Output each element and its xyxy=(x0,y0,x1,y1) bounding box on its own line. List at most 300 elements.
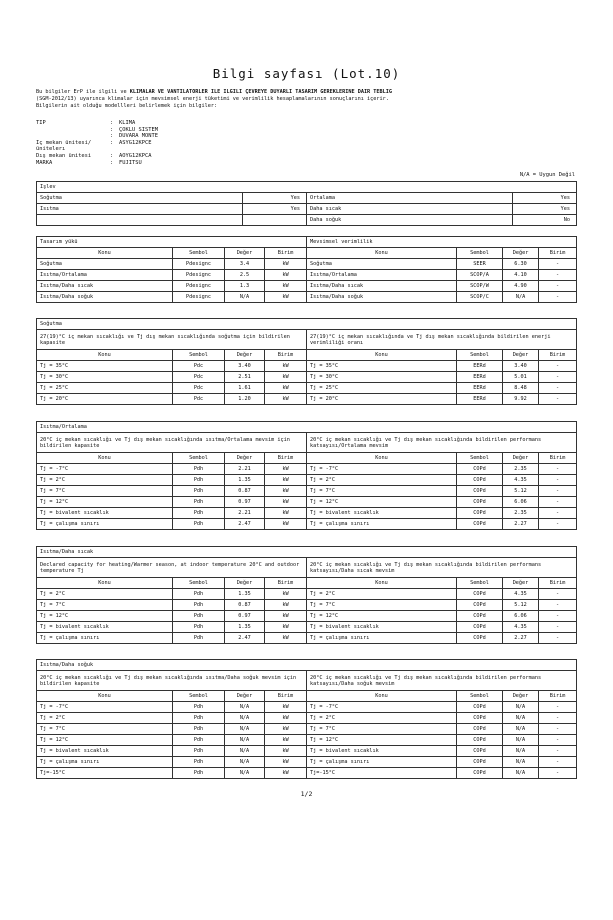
table-row xyxy=(37,600,577,611)
table-cell: - xyxy=(539,464,577,475)
column-header: Konu xyxy=(307,691,457,702)
column-header: Sembol xyxy=(173,578,225,589)
table-cell: - xyxy=(539,746,577,757)
intro-line3: Bilgilerin ait olduğu modellleri belirlemek için bilgiler: xyxy=(36,102,218,109)
table-cell: 1.61 xyxy=(225,383,265,394)
table-cell: Pdh xyxy=(173,611,225,622)
section-heading-row xyxy=(37,422,577,433)
table-cell: Soğutma xyxy=(307,259,457,270)
section-heading: Isıtma/Ortalama xyxy=(37,422,577,433)
table-cell: 6.06 xyxy=(503,497,539,508)
table-cell: Tj=-15°C xyxy=(307,768,457,779)
column-header: Sembol xyxy=(457,453,503,464)
table-cell: COPd xyxy=(457,633,503,644)
table-cell: Tj = 30°C xyxy=(307,372,457,383)
column-header: Değer xyxy=(225,691,265,702)
table-cell: - xyxy=(539,508,577,519)
table-cell: N/A xyxy=(503,702,539,713)
table-cell: 2.35 xyxy=(503,508,539,519)
column-header: Değer xyxy=(503,691,539,702)
table-row xyxy=(37,270,577,281)
dahasoguk-section xyxy=(36,659,576,779)
table-row xyxy=(37,768,577,779)
table-cell: Tj = bivalent sıcaklık xyxy=(307,508,457,519)
table-cell: kW xyxy=(265,768,307,779)
islev-cell: Daha sıcak xyxy=(307,204,513,215)
table-cell: 0.87 xyxy=(225,486,265,497)
meta-colon: : xyxy=(110,133,114,140)
page-number: 1/2 xyxy=(300,790,313,798)
table-cell: Isıtma/Daha sıcak xyxy=(307,281,457,292)
column-header: Birim xyxy=(539,578,577,589)
meta-row xyxy=(36,127,158,134)
table-cell: Tj = 12°C xyxy=(37,611,173,622)
column-header: Değer xyxy=(225,248,265,259)
table-cell: Pdh xyxy=(173,622,225,633)
column-header: Konu xyxy=(307,248,457,259)
table-cell: 2.47 xyxy=(225,633,265,644)
table-row xyxy=(37,713,577,724)
table-cell: kW xyxy=(265,361,307,372)
mevsimsel-heading: Mevsimsel verimlilik xyxy=(307,237,577,248)
table-cell: kW xyxy=(265,394,307,405)
table-cell: Pdh xyxy=(173,713,225,724)
table-cell: N/A xyxy=(225,757,265,768)
table-cell: kW xyxy=(265,292,307,303)
islev-cell: Daha soğuk xyxy=(307,215,513,226)
left-description: 20°C iç mekan sıcaklığı ve Tj dış mekan sıcaklığında ısıtma/Ortalama mevsim için bildirilen kapasite xyxy=(37,433,307,453)
table-cell: 1.35 xyxy=(225,475,265,486)
table-cell: Tj = bivalent sıcaklık xyxy=(307,746,457,757)
table-cell: 4.35 xyxy=(503,589,539,600)
table-cell: Tj = 30°C xyxy=(37,372,173,383)
table-cell: - xyxy=(539,281,577,292)
intro-line2: (SGM-2012/13) uyarınca klimalar için mevsimsel enerji tüketimi ve verimlilik hesaplamalarının sonuçlarını içerir. xyxy=(36,95,389,102)
table-cell: Tj = 7°C xyxy=(37,600,173,611)
table-cell: kW xyxy=(265,281,307,292)
column-header-row xyxy=(37,578,577,589)
table-cell: kW xyxy=(265,633,307,644)
table-cell: 2.21 xyxy=(225,508,265,519)
tasarim-header-row xyxy=(37,248,577,259)
table-cell: SCOP/A xyxy=(457,270,503,281)
table-cell: 6.30 xyxy=(503,259,539,270)
table-cell: Tj = çalışma sınırı xyxy=(37,633,173,644)
table-row xyxy=(37,372,577,383)
table-cell: - xyxy=(539,600,577,611)
islev-row xyxy=(37,215,577,226)
meta-colon: : xyxy=(110,139,114,146)
table-cell: Tj = bivalent sıcaklık xyxy=(37,508,173,519)
table-row xyxy=(37,519,577,530)
table-cell: 0.87 xyxy=(225,600,265,611)
islev-cell: Isıtma xyxy=(37,204,243,215)
table-cell: Pdh xyxy=(173,475,225,486)
table-cell: 8.48 xyxy=(503,383,539,394)
table-cell: Pdc xyxy=(173,361,225,372)
table-cell: kW xyxy=(265,519,307,530)
table-cell: Tj = 12°C xyxy=(37,497,173,508)
table-cell: 5.12 xyxy=(503,486,539,497)
table-cell: Isıtma/Ortalama xyxy=(37,270,173,281)
table-row xyxy=(37,702,577,713)
na-note: N/A = Uygun Değil xyxy=(519,172,575,178)
table-cell: COPd xyxy=(457,622,503,633)
table-cell: Tj = 2°C xyxy=(307,589,457,600)
table-cell: Tj = 12°C xyxy=(307,611,457,622)
meta-key xyxy=(36,127,110,134)
table-cell: - xyxy=(539,702,577,713)
table-cell: kW xyxy=(265,508,307,519)
table-cell: Pdh xyxy=(173,508,225,519)
table-cell: Pdh xyxy=(173,746,225,757)
meta-key: TIP xyxy=(36,120,46,126)
table-cell: COPd xyxy=(457,464,503,475)
table-cell: COPd xyxy=(457,768,503,779)
column-header: Değer xyxy=(503,578,539,589)
column-header: Birim xyxy=(265,350,307,361)
table-cell: kW xyxy=(265,735,307,746)
table-cell: Tj = çalışma sınırı xyxy=(307,757,457,768)
column-header-row xyxy=(37,691,577,702)
table-cell: Soğutma xyxy=(37,259,173,270)
section-heading-row xyxy=(37,319,577,330)
column-header: Konu xyxy=(37,248,173,259)
table-cell: Tj = çalışma sınırı xyxy=(37,757,173,768)
table-cell: COPd xyxy=(457,735,503,746)
meta-value: ÇOKLU SISTEM xyxy=(119,126,158,133)
intro-text xyxy=(36,89,576,109)
table-cell: Pdh xyxy=(173,486,225,497)
table-cell: 3.4 xyxy=(225,259,265,270)
table-cell: kW xyxy=(265,746,307,757)
islev-cell xyxy=(37,215,243,226)
table-cell: kW xyxy=(265,713,307,724)
table-cell: - xyxy=(539,633,577,644)
table-cell: Tj=-15°C xyxy=(37,768,173,779)
table-cell: N/A xyxy=(225,746,265,757)
islev-row xyxy=(37,204,577,215)
table-cell: COPd xyxy=(457,611,503,622)
column-header: Birim xyxy=(539,350,577,361)
table-cell: EERd xyxy=(457,361,503,372)
table-cell: 9.92 xyxy=(503,394,539,405)
table-cell: kW xyxy=(265,372,307,383)
table-cell: N/A xyxy=(225,768,265,779)
section-heading-row xyxy=(37,547,577,558)
table-cell: EERd xyxy=(457,383,503,394)
table-cell: Tj = çalışma sınırı xyxy=(307,633,457,644)
table-cell: 3.40 xyxy=(225,361,265,372)
table-cell: Tj = 25°C xyxy=(307,383,457,394)
table-row xyxy=(37,497,577,508)
table-cell: Isıtma/Daha sıcak xyxy=(37,281,173,292)
table-cell: - xyxy=(539,589,577,600)
table-cell: Tj = 35°C xyxy=(307,361,457,372)
table-cell: - xyxy=(539,486,577,497)
table-cell: - xyxy=(539,497,577,508)
column-header: Sembol xyxy=(173,691,225,702)
tasarim-section xyxy=(36,236,576,303)
table-cell: Tj = 2°C xyxy=(37,713,173,724)
page-title: Bilgi sayfası (Lot.10) xyxy=(212,66,401,81)
table-row xyxy=(37,281,577,292)
column-header: Değer xyxy=(225,350,265,361)
table-cell: - xyxy=(539,292,577,303)
table-cell: COPd xyxy=(457,508,503,519)
table-cell: Pdesignc xyxy=(173,281,225,292)
table-cell: Tj = 20°C xyxy=(307,394,457,405)
table-cell: SCOP/W xyxy=(457,281,503,292)
table-cell: - xyxy=(539,270,577,281)
table-cell: COPd xyxy=(457,713,503,724)
table-cell: 2.5 xyxy=(225,270,265,281)
islev-cell xyxy=(243,215,307,226)
table-cell: SEER xyxy=(457,259,503,270)
table-cell: kW xyxy=(265,383,307,394)
column-header: Birim xyxy=(265,248,307,259)
column-header: Konu xyxy=(37,578,173,589)
table-cell: - xyxy=(539,372,577,383)
meta-row xyxy=(36,160,158,167)
table-cell: N/A xyxy=(225,735,265,746)
table-row xyxy=(37,724,577,735)
table-cell: 2.35 xyxy=(503,464,539,475)
column-header: Değer xyxy=(503,350,539,361)
right-description: 20°C iç mekan sıcaklığı ve Tj dış mekan sıcaklığında bildirilen performans katsayısı/Daha soğuk mevsim xyxy=(307,671,577,691)
table-cell: 1.35 xyxy=(225,589,265,600)
table-cell: 2.51 xyxy=(225,372,265,383)
islev-cell: Yes xyxy=(513,204,577,215)
column-header: Birim xyxy=(539,248,577,259)
table-cell: Tj = 25°C xyxy=(37,383,173,394)
table-cell: - xyxy=(539,735,577,746)
meta-key: MARKA xyxy=(36,159,53,166)
table-cell: Pdh xyxy=(173,589,225,600)
table-cell: Pdh xyxy=(173,702,225,713)
table-row xyxy=(37,735,577,746)
column-header: Sembol xyxy=(457,248,503,259)
table-cell: EERd xyxy=(457,372,503,383)
table-cell: Pdc xyxy=(173,372,225,383)
table-cell: 6.06 xyxy=(503,611,539,622)
table-row xyxy=(37,259,577,270)
table-cell: 4.90 xyxy=(503,281,539,292)
table-cell: kW xyxy=(265,600,307,611)
islev-cell: Yes xyxy=(513,193,577,204)
section-heading: Isıtma/Daha sıcak xyxy=(37,547,577,558)
table-cell: COPd xyxy=(457,519,503,530)
table-cell: Tj = çalışma sınırı xyxy=(307,519,457,530)
intro-line1-pre: Bu bilgiler ErP ile ilgili ve xyxy=(36,89,130,95)
table-cell: 4.10 xyxy=(503,270,539,281)
section-heading: Soğutma xyxy=(37,319,577,330)
section-desc-row xyxy=(37,671,577,691)
table-cell: kW xyxy=(265,757,307,768)
column-header: Değer xyxy=(225,578,265,589)
table-cell: 4.35 xyxy=(503,622,539,633)
table-cell: N/A xyxy=(225,702,265,713)
table-cell: Isıtma/Daha soğuk xyxy=(37,292,173,303)
table-cell: COPd xyxy=(457,589,503,600)
table-cell: Pdc xyxy=(173,394,225,405)
right-description: 20°C iç mekan sıcaklığı ve Tj dış mekan sıcaklığında bildirilen performans katsayısı/Ortalama mevsim xyxy=(307,433,577,453)
table-cell: Tj = bivalent sıcaklık xyxy=(307,622,457,633)
column-header: Birim xyxy=(265,578,307,589)
column-header: Konu xyxy=(37,350,173,361)
table-cell: 1.20 xyxy=(225,394,265,405)
table-cell: - xyxy=(539,475,577,486)
table-cell: EERd xyxy=(457,394,503,405)
table-cell: 4.35 xyxy=(503,475,539,486)
table-cell: kW xyxy=(265,464,307,475)
table-cell: N/A xyxy=(503,768,539,779)
column-header: Birim xyxy=(265,453,307,464)
meta-colon: : xyxy=(110,126,114,133)
table-cell: 2.47 xyxy=(225,519,265,530)
table-cell: N/A xyxy=(503,757,539,768)
column-header: Birim xyxy=(539,453,577,464)
table-cell: Tj = 12°C xyxy=(307,497,457,508)
table-cell: 2.21 xyxy=(225,464,265,475)
meta-colon: : xyxy=(110,152,114,159)
table-cell: - xyxy=(539,394,577,405)
table-row xyxy=(37,361,577,372)
table-cell: Pdh xyxy=(173,519,225,530)
table-cell: Tj = 12°C xyxy=(307,735,457,746)
table-cell: N/A xyxy=(503,735,539,746)
table-cell: COPd xyxy=(457,497,503,508)
table-cell: Tj = 2°C xyxy=(37,589,173,600)
sogutma-section xyxy=(36,318,576,405)
table-cell: Tj = 7°C xyxy=(37,486,173,497)
column-header: Konu xyxy=(37,453,173,464)
table-cell: COPd xyxy=(457,702,503,713)
table-cell: Tj = 2°C xyxy=(37,475,173,486)
model-info xyxy=(36,120,158,166)
column-header: Sembol xyxy=(173,350,225,361)
table-row xyxy=(37,475,577,486)
islev-cell: Ortalama xyxy=(307,193,513,204)
table-cell: Tj = 12°C xyxy=(37,735,173,746)
table-cell: Tj = 7°C xyxy=(307,724,457,735)
meta-key xyxy=(36,133,110,140)
meta-key: Dış mekan ünitesi xyxy=(36,152,92,159)
table-cell: Pdesignc xyxy=(173,259,225,270)
column-header: Sembol xyxy=(457,350,503,361)
meta-value: KLIMA xyxy=(119,120,136,126)
table-cell: kW xyxy=(265,611,307,622)
table-cell: kW xyxy=(265,622,307,633)
table-cell: Tj = -7°C xyxy=(307,702,457,713)
table-cell: kW xyxy=(265,589,307,600)
table-cell: 0.97 xyxy=(225,611,265,622)
column-header: Konu xyxy=(307,453,457,464)
table-cell: Tj = 20°C xyxy=(37,394,173,405)
table-cell: kW xyxy=(265,270,307,281)
table-cell: Isıtma/Daha soğuk xyxy=(307,292,457,303)
meta-value: ASYG12KPCE xyxy=(119,139,152,146)
left-description: Declared capacity for heating/Warmer season, at indoor temperature 20°C and outdoor temperature Tj xyxy=(37,558,307,578)
table-row xyxy=(37,383,577,394)
table-cell: Tj = 2°C xyxy=(307,713,457,724)
table-cell: Tj = -7°C xyxy=(37,702,173,713)
table-row xyxy=(37,611,577,622)
table-cell: Tj = -7°C xyxy=(307,464,457,475)
column-header: Birim xyxy=(539,691,577,702)
table-cell: N/A xyxy=(225,713,265,724)
islev-heading: Işlev xyxy=(37,182,577,193)
meta-row xyxy=(36,140,158,153)
table-cell: N/A xyxy=(225,292,265,303)
islev-section xyxy=(36,181,576,226)
table-cell: Pdh xyxy=(173,464,225,475)
tasarim-heading: Tasarım yükü xyxy=(37,237,307,248)
table-cell: - xyxy=(539,519,577,530)
table-cell: Pdh xyxy=(173,497,225,508)
table-row xyxy=(37,622,577,633)
table-cell: Tj = 7°C xyxy=(37,724,173,735)
table-cell: COPd xyxy=(457,757,503,768)
meta-colon: : xyxy=(110,120,114,126)
table-row xyxy=(37,464,577,475)
table-cell: Pdc xyxy=(173,383,225,394)
section-desc-row xyxy=(37,433,577,453)
table-cell: COPd xyxy=(457,486,503,497)
table-row xyxy=(37,292,577,303)
table-row xyxy=(37,757,577,768)
table-cell: - xyxy=(539,768,577,779)
table-cell: Pdesignc xyxy=(173,292,225,303)
table-cell: Tj = -7°C xyxy=(37,464,173,475)
column-header-row xyxy=(37,453,577,464)
table-cell: COPd xyxy=(457,746,503,757)
table-cell: 5.12 xyxy=(503,600,539,611)
table-cell: 0.97 xyxy=(225,497,265,508)
right-description: 27(19)°C iç mekan sıcaklığında ve Tj dış mekan sıcaklığında bildirilen enerji verimliliği oranı xyxy=(307,330,577,350)
right-description: 20°C iç mekan sıcaklığı ve Tj dış mekan sıcaklığında bildirilen performans katsayısı/Daha sıcak mevsim xyxy=(307,558,577,578)
table-cell: 5.01 xyxy=(503,372,539,383)
meta-value: FUJITSU xyxy=(119,159,142,166)
table-cell: kW xyxy=(265,497,307,508)
column-header-row xyxy=(37,350,577,361)
islev-cell: Yes xyxy=(243,193,307,204)
table-cell: kW xyxy=(265,259,307,270)
table-cell: - xyxy=(539,622,577,633)
table-cell: 2.27 xyxy=(503,633,539,644)
table-cell: Pdh xyxy=(173,600,225,611)
table-cell: Pdh xyxy=(173,768,225,779)
table-row xyxy=(37,486,577,497)
table-cell: Pdh xyxy=(173,757,225,768)
table-cell: Pdh xyxy=(173,735,225,746)
table-cell: Tj = bivalent sıcaklık xyxy=(37,746,173,757)
table-cell: - xyxy=(539,713,577,724)
table-cell: N/A xyxy=(503,292,539,303)
table-cell: - xyxy=(539,383,577,394)
column-header: Konu xyxy=(307,350,457,361)
table-row xyxy=(37,633,577,644)
islev-cell: Soğutma xyxy=(37,193,243,204)
meta-row xyxy=(36,153,158,160)
meta-value: DUVARA MONTE xyxy=(119,133,158,140)
table-cell: Tj = 7°C xyxy=(307,486,457,497)
column-header: Konu xyxy=(37,691,173,702)
table-cell: 1.3 xyxy=(225,281,265,292)
table-cell: - xyxy=(539,361,577,372)
column-header: Sembol xyxy=(457,691,503,702)
table-row xyxy=(37,394,577,405)
